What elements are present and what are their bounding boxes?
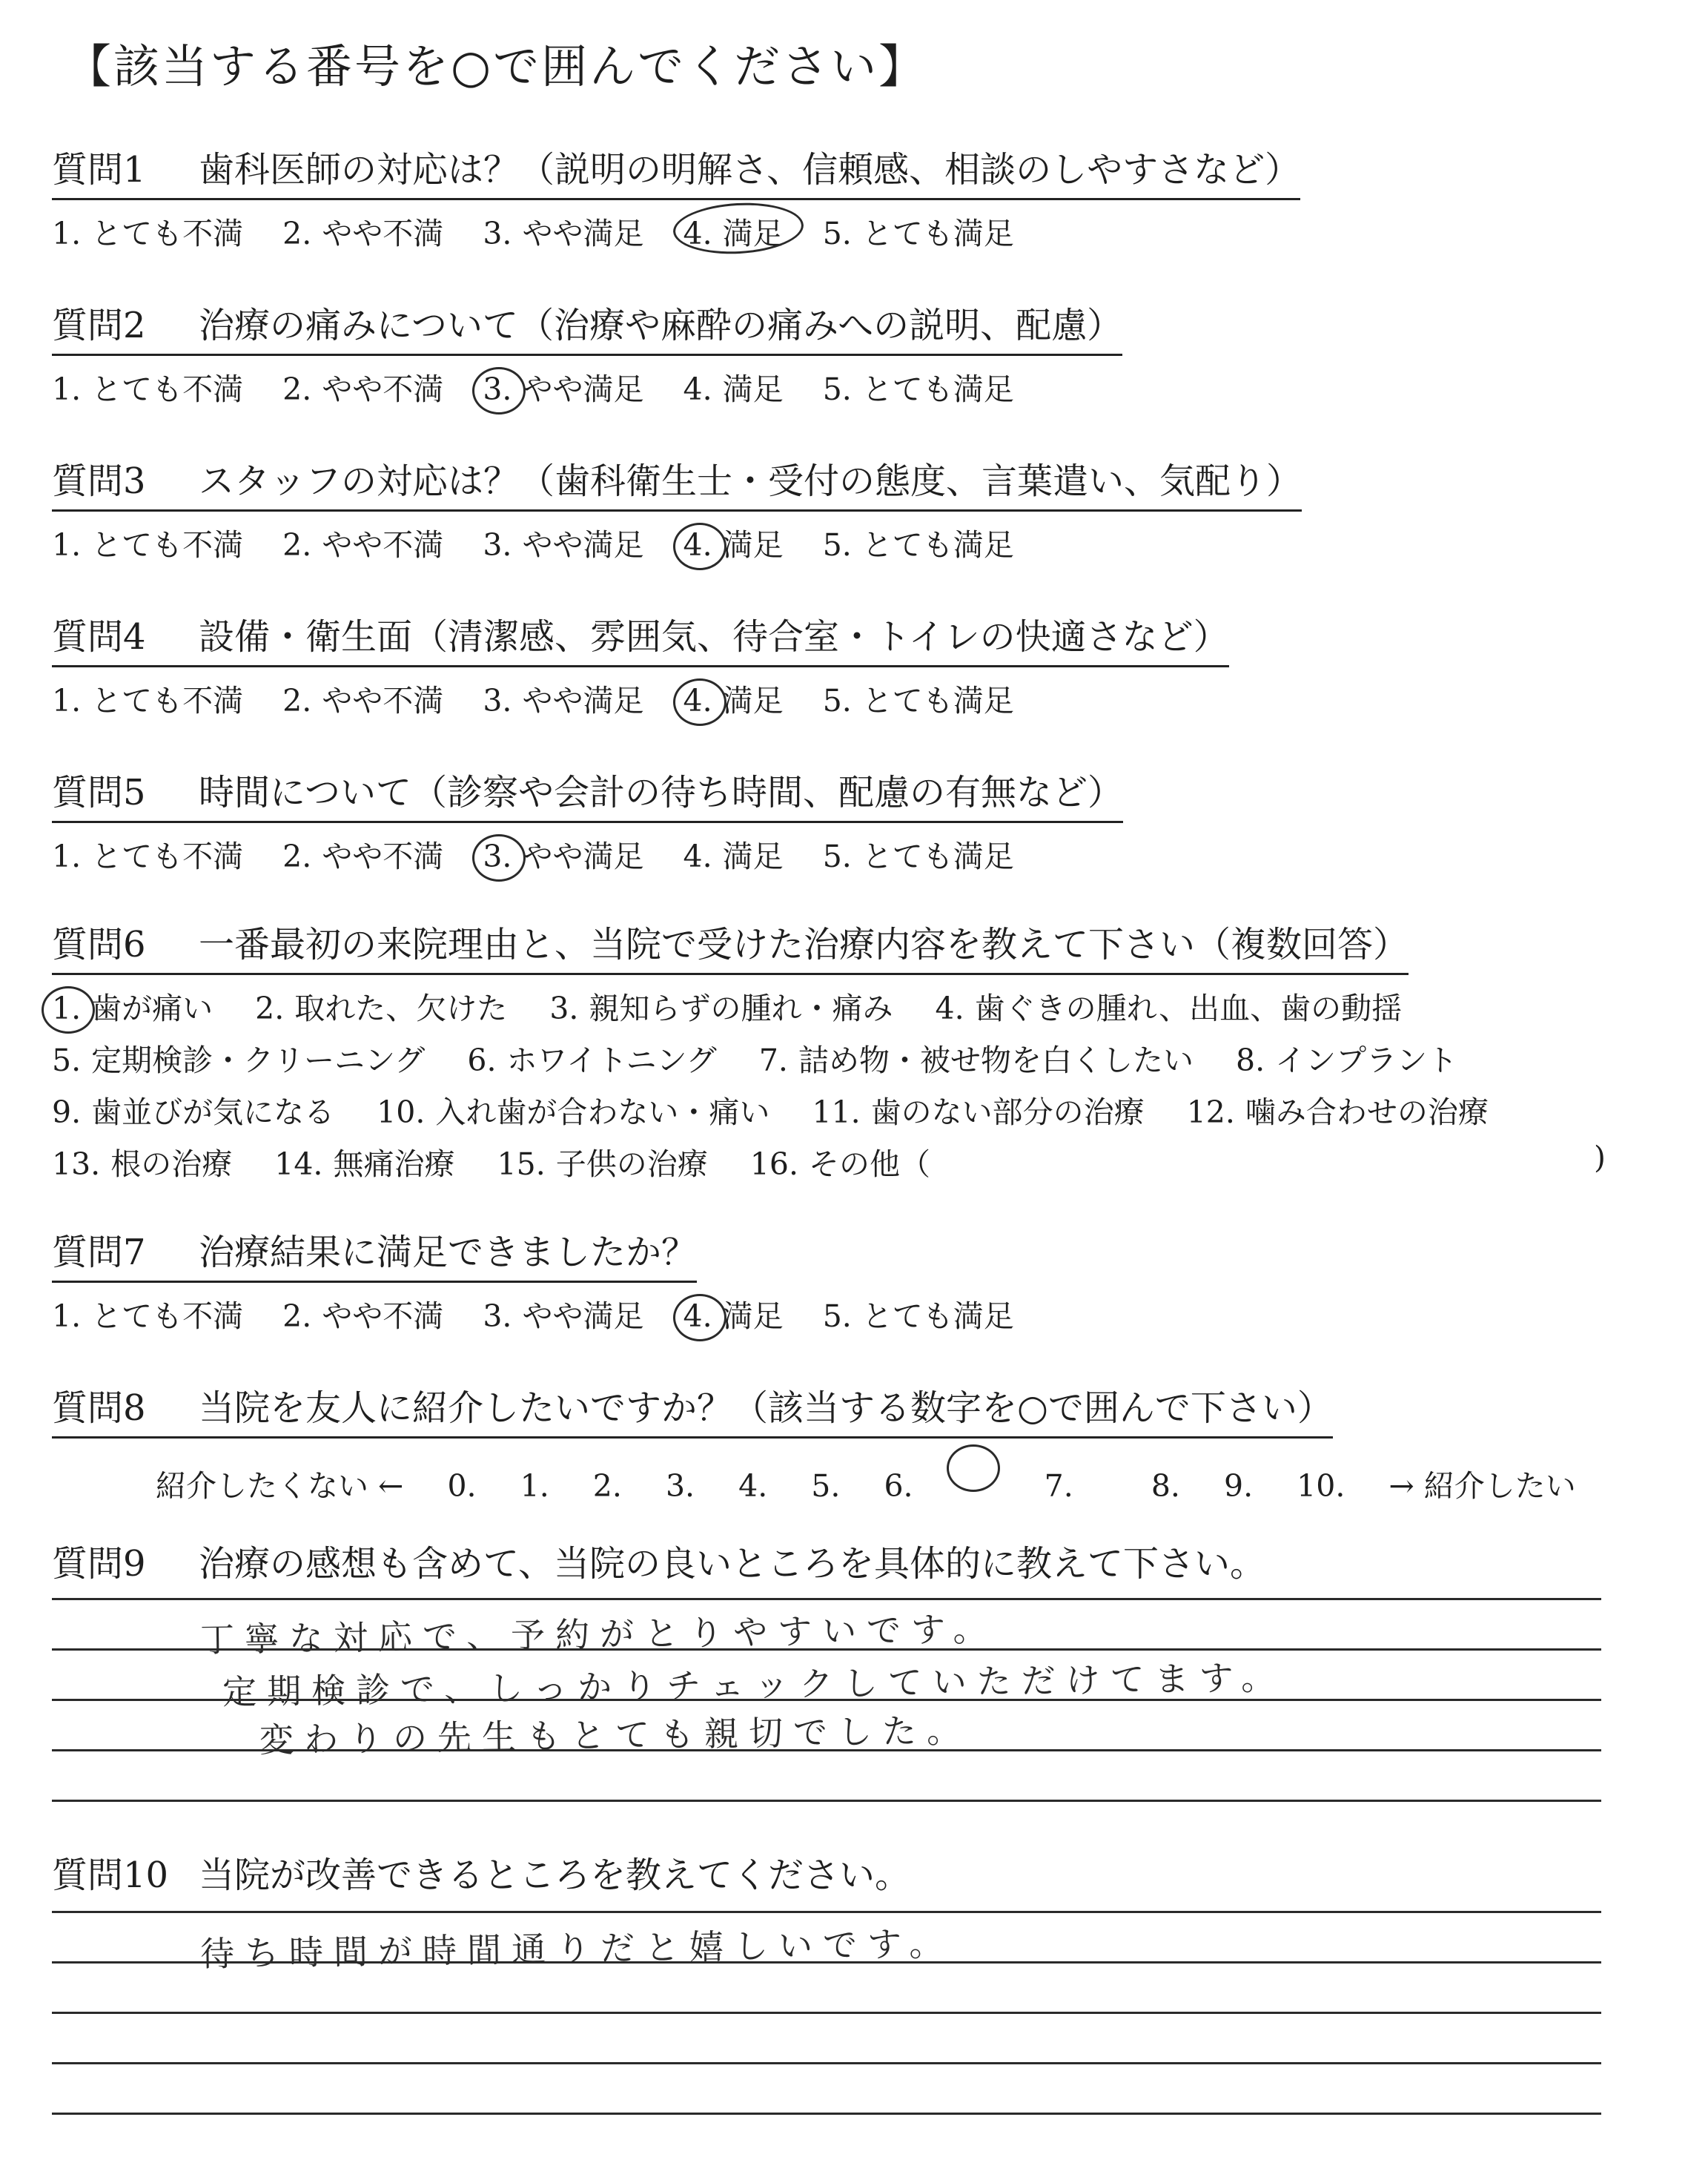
question-3 — [52, 452, 1302, 564]
rating-options — [52, 365, 1122, 409]
question-text: 治療の感想も含めて、当院の良いところを具体的に教えて下さい。 — [199, 1543, 1266, 1585]
options-row — [52, 984, 1521, 1036]
scale-6[interactable]: 6. — [884, 1468, 913, 1504]
rating-options — [52, 1292, 1044, 1335]
option-2[interactable]: 2. やや不満 — [282, 683, 444, 719]
scale-5[interactable]: 5. — [811, 1468, 841, 1504]
question-2 — [52, 297, 1122, 409]
option-3[interactable]: 3. やや満足 — [483, 365, 643, 409]
rating-options — [52, 676, 1229, 720]
selection-circle — [673, 1294, 726, 1341]
question-3-heading — [52, 452, 1302, 512]
question-6 — [52, 916, 1606, 1192]
option-3[interactable]: 3. 親知らずの腫れ・痛み — [549, 991, 893, 1026]
option-15[interactable]: 15. 子供の治療 — [497, 1146, 708, 1182]
option-1[interactable]: 1. とても不満 — [52, 216, 244, 251]
question-text: 一番最初の来院理由と、当院で受けた治療内容を教えて下さい（複数回答） — [199, 924, 1409, 965]
option-3[interactable]: 3. やや満足 — [483, 683, 644, 719]
option-2[interactable]: 2. やや不満 — [282, 216, 444, 251]
option-5[interactable]: 5. とても満足 — [822, 1298, 1014, 1334]
question-number: 質問3 — [52, 460, 146, 502]
rating-options — [52, 832, 1123, 876]
option-5[interactable]: 5. とても満足 — [822, 839, 1014, 874]
handwritten-answer-line-1: 丁寧な対応で、予約がとりやすいです。 — [199, 1608, 998, 1660]
question-number: 質問10 — [52, 1855, 169, 1896]
question-8-heading — [52, 1379, 1333, 1439]
scale-10[interactable]: 10. — [1297, 1468, 1345, 1504]
question-4-heading — [52, 608, 1229, 667]
scale-right-label: → 紹介したい — [1388, 1468, 1576, 1504]
option-2[interactable]: 2. 取れた、欠けた — [255, 991, 508, 1026]
selection-circle — [947, 1444, 1000, 1492]
option-1[interactable]: 1. とても不満 — [52, 839, 244, 874]
option-2[interactable]: 2. やや不満 — [282, 1298, 444, 1334]
question-text: スタッフの対応は？（歯科衛生士・受付の態度、言葉遣い、気配り） — [199, 460, 1302, 502]
handwritten-answer-line-2: 定期検診で、しっかりチェックしていただけてます。 — [222, 1657, 1286, 1713]
question-number: 質問7 — [52, 1232, 146, 1273]
options-row — [52, 1088, 1521, 1140]
option-1[interactable]: 1. とても不満 — [52, 527, 244, 563]
question-text: 治療結果に満足できましたか？ — [199, 1232, 698, 1273]
question-text: 当院を友人に紹介したいですか？（該当する数字を○で囲んで下さい） — [199, 1387, 1333, 1429]
option-13[interactable]: 13. 根の治療 — [52, 1146, 233, 1182]
option-1[interactable]: 1. とても不満 — [52, 1298, 244, 1334]
handwritten-answer-line-1: 待ち時間が時間通りだと嬉しいです。 — [199, 1923, 954, 1975]
question-6-heading — [52, 916, 1409, 975]
question-5-heading — [52, 764, 1123, 823]
question-text: 歯科医師の対応は？（説明の明解さ、信頼感、相談のしやすさなど） — [199, 149, 1301, 191]
answer-line — [52, 2064, 1601, 2115]
scale-1[interactable]: 1. — [520, 1468, 549, 1504]
option-11[interactable]: 11. 歯のない部分の治療 — [812, 1094, 1145, 1130]
question-text: 設備・衛生面（清潔感、雰囲気、待合室・トイレの快適さなど） — [199, 616, 1229, 658]
question-number: 質問9 — [52, 1543, 146, 1585]
selection-circle — [472, 834, 526, 882]
question-number: 質問6 — [52, 924, 146, 965]
option-2[interactable]: 2. やや不満 — [282, 527, 444, 563]
question-text: 当院が改善できるところを教えてください。 — [199, 1855, 911, 1896]
option-9[interactable]: 9. 歯並びが気になる — [52, 1094, 335, 1130]
page-title: 【該当する番号を○で囲んでください】 — [65, 39, 927, 93]
question-8 — [52, 1379, 1610, 1505]
option-5[interactable]: 5. 定期検診・クリーニング — [52, 1043, 426, 1078]
rating-options — [52, 209, 1300, 253]
question-7 — [52, 1223, 1044, 1335]
option-12[interactable]: 12. 噛み合わせの治療 — [1186, 1094, 1489, 1130]
question-1-heading — [52, 141, 1300, 200]
handwritten-answer-line-3: 変わりの先生もとても親切でした。 — [259, 1710, 972, 1760]
question-text: 時間について（診察や会計の待ち時間、配慮の有無など） — [199, 772, 1124, 813]
option-7[interactable]: 7. 詰め物・被せ物を白くしたい — [758, 1043, 1194, 1078]
option-5[interactable]: 5. とても満足 — [822, 216, 1014, 251]
scale-9[interactable]: 9. — [1223, 1468, 1254, 1504]
answer-line — [52, 1863, 1601, 1913]
scale-left-label: 紹介したくない ← — [156, 1468, 404, 1504]
option-3[interactable]: 3. やや満足 — [483, 1298, 644, 1334]
option-4[interactable]: 4. 満足 — [683, 521, 784, 564]
selection-circle — [673, 678, 726, 726]
option-2[interactable]: 2. やや不満 — [282, 371, 444, 407]
question-4 — [52, 608, 1229, 720]
scale-2[interactable]: 2. — [592, 1468, 622, 1504]
answer-line — [52, 1550, 1601, 1600]
rating-options — [52, 521, 1302, 564]
question-number: 質問5 — [52, 772, 146, 813]
question-1 — [52, 141, 1300, 253]
scale-4[interactable]: 4. — [738, 1468, 768, 1504]
option-14[interactable]: 14. 無痛治療 — [274, 1146, 455, 1182]
option-4[interactable]: 4. 満足 — [683, 839, 784, 874]
option-4[interactable]: 4. 満足 — [683, 371, 784, 407]
scale-3[interactable]: 3. — [665, 1468, 695, 1504]
option-1[interactable]: 1. とても不満 — [52, 371, 244, 407]
answer-line — [52, 2014, 1601, 2064]
option-5[interactable]: 5. とても満足 — [822, 683, 1014, 719]
answer-lines-q10[interactable] — [52, 1863, 1601, 2115]
option-10[interactable]: 10. 入れ歯が合わない・痛い — [377, 1094, 770, 1130]
option-3[interactable]: 3. やや満足 — [483, 832, 643, 876]
multi-choice-options — [52, 984, 1606, 1192]
option-8[interactable]: 8. インプラント — [1236, 1043, 1458, 1078]
question-2-heading — [52, 297, 1122, 356]
scale-8[interactable]: 8. — [1151, 1468, 1180, 1504]
option-1[interactable]: 1. とても不満 — [52, 683, 244, 719]
option-3[interactable]: 3. やや満足 — [483, 527, 644, 563]
question-text: 治療の痛みについて（治療や麻酔の痛みへの説明、配慮） — [199, 305, 1123, 346]
option-5[interactable]: 5. とても満足 — [822, 527, 1014, 563]
option-4[interactable]: 4. 満足 — [683, 209, 784, 253]
option-2[interactable]: 2. やや不満 — [282, 839, 444, 874]
option-5[interactable]: 5. とても満足 — [822, 371, 1014, 407]
other-close-paren: ) — [1594, 1140, 1606, 1175]
option-6[interactable]: 6. ホワイトニング — [467, 1043, 717, 1078]
scale-0[interactable]: 0. — [447, 1468, 477, 1504]
question-7-heading — [52, 1223, 697, 1283]
selection-circle — [472, 367, 526, 415]
option-1[interactable]: 1. 歯が痛い — [52, 984, 213, 1028]
option-4[interactable]: 4. 歯ぐきの腫れ、出血、歯の動揺 — [935, 991, 1403, 1026]
option-4[interactable]: 4. 満足 — [683, 1292, 784, 1335]
selection-circle — [673, 523, 726, 570]
option-16[interactable]: 16. その他（ — [749, 1146, 931, 1182]
scale-7[interactable]: 7. — [957, 1449, 1108, 1504]
question-number: 質問1 — [52, 149, 146, 191]
question-5 — [52, 764, 1123, 876]
question-number: 質問8 — [52, 1387, 146, 1429]
question-number: 質問2 — [52, 305, 146, 346]
options-row — [52, 1140, 1606, 1192]
recommend-scale — [156, 1449, 1610, 1505]
question-number: 質問4 — [52, 616, 146, 658]
options-row — [52, 1036, 1521, 1088]
option-3[interactable]: 3. やや満足 — [483, 216, 644, 251]
option-4[interactable]: 4. 満足 — [683, 676, 784, 720]
